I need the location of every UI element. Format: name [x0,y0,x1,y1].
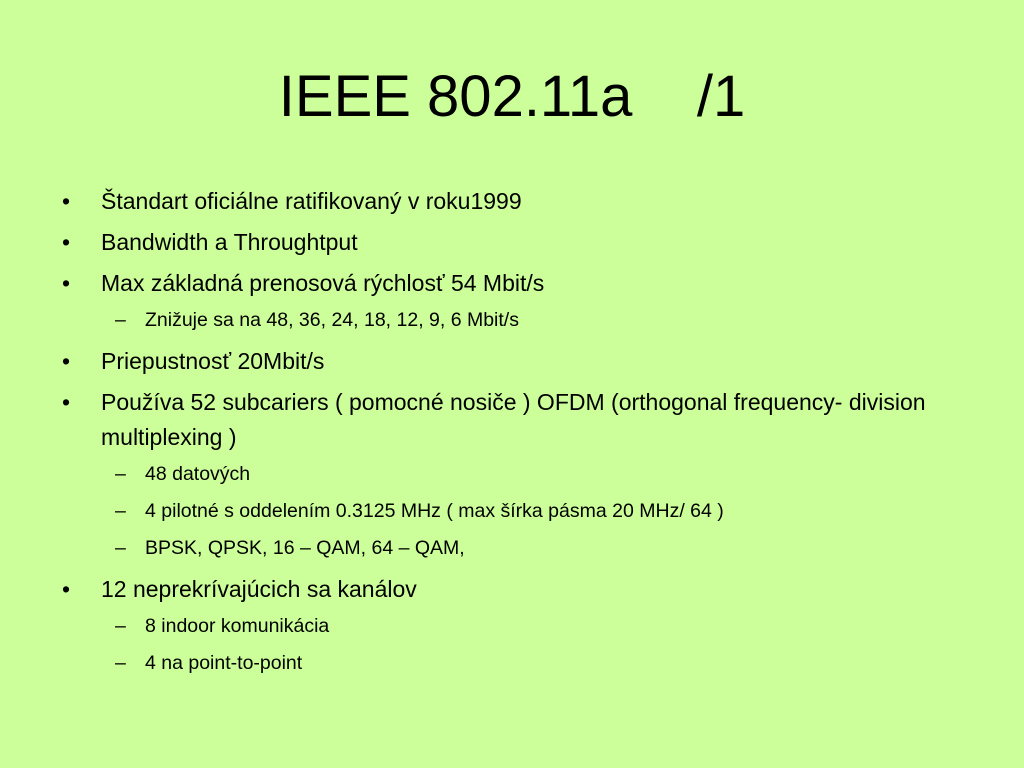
bullet-item [62,344,962,379]
bullet-item [62,266,962,301]
sub-bullet-item [62,307,962,334]
dash-marker: – [115,500,126,522]
bullet-item [62,184,962,219]
dash-marker: – [115,463,126,485]
bullet-text: Štandart oficiálne ratifikovaný v roku1999 [101,188,522,214]
bullet-text: Používa 52 subcariers ( pomocné nosiče ) OFDM (orthogonal frequency- division multiplexing ) [101,389,926,450]
dash-marker: – [115,652,126,674]
bullet-item [62,572,962,607]
bullet-text: Max základná prenosová rýchlosť 54 Mbit/s [101,270,545,296]
slide-title: IEEE 802.11a /1 [278,64,746,129]
sub-bullet-text: BPSK, QPSK, 16 – QAM, 64 – QAM, [145,537,465,559]
dash-marker: – [115,537,126,559]
bullet-item [62,225,962,260]
sub-bullet-item [62,461,962,488]
bullet-text: Bandwidth a Throughtput [101,229,358,255]
sub-bullet-item [62,535,962,562]
dash-marker: – [115,309,126,331]
sub-bullet-text: Znižuje sa na 48, 36, 24, 18, 12, 9, 6 Mbit/s [145,309,519,331]
sub-bullet-text: 8 indoor komunikácia [145,615,330,637]
bullet-list [62,184,962,687]
sub-bullet-item [62,498,962,525]
bullet-text: Priepustnosť 20Mbit/s [101,348,325,374]
bullet-marker: • [62,348,71,374]
sub-bullet-item [62,613,962,640]
sub-bullet-text: 48 datových [145,463,251,485]
sub-bullet-text: 4 na point-to-point [145,652,303,674]
bullet-text: 12 neprekrívajúcich sa kanálov [101,576,417,602]
bullet-marker: • [62,229,71,255]
sub-bullet-item [62,650,962,677]
sub-bullet-text: 4 pilotné s oddelením 0.3125 MHz ( max šírka pásma 20 MHz/ 64 ) [145,500,724,522]
dash-marker: – [115,615,126,637]
bullet-marker: • [62,389,71,415]
bullet-marker: • [62,188,71,214]
bullet-item [62,385,962,455]
bullet-marker: • [62,270,71,296]
bullet-marker: • [62,576,71,602]
